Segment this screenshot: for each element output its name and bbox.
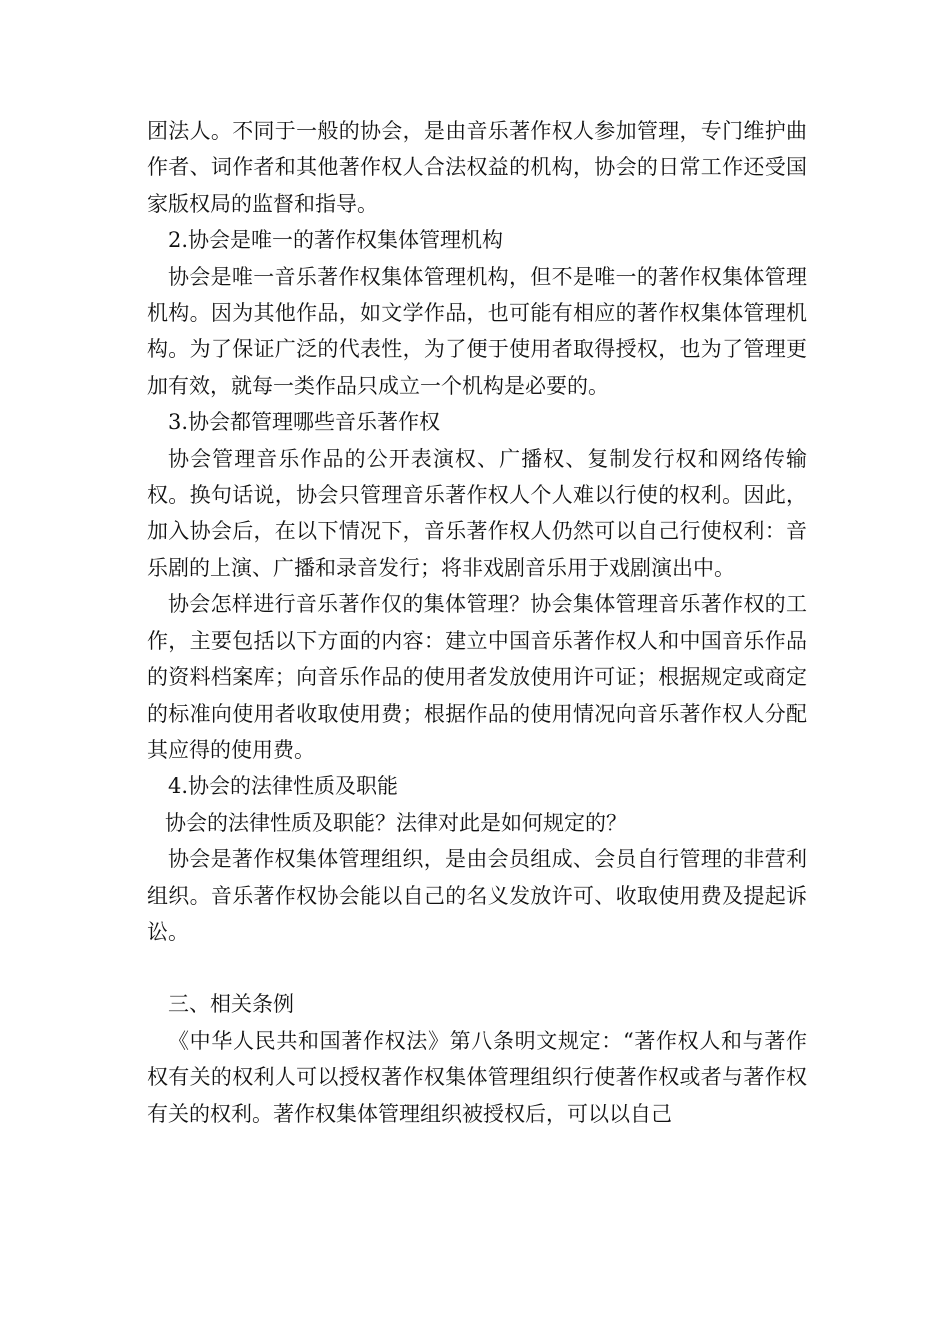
heading-3: 3.协会都管理哪些音乐著作权 — [168, 410, 441, 435]
paragraph-3-management: 协会怎样进行音乐著作仅的集体管理？协会集体管理音乐著作权的工作，主要包括以下方面的内容：建立中国音乐著作权人和中国音乐作品的资料档案库；向音乐作品的使用者发放使用许可证；根据规定或商定的标准向使用者收取使用费；根据作品的使用情况向音乐著作权人分配其应得的使用费。 — [147, 592, 807, 762]
section-heading-regulations: 三、相关条例 — [168, 992, 294, 1017]
paragraph-3-body: 协会管理音乐作品的公开表演权、广播权、复制发行权和网络传输权。换句话说，协会只管理音乐著作权人个人难以行使的权利。因此，加入协会后，在以下情况下，音乐著作权人仍然可以自己行使权利：音乐剧的上演、广播和录音发行；将非戏剧音乐用于戏剧演出中。 — [147, 446, 807, 580]
paragraph-copyright-law: 《中华人民共和国著作权法》第八条明文规定：“著作权人和与著作权有关的权利人可以授权著作权集体管理组织行使著作权或者与著作权有关的权利。著作权集体管理组织被授权后，可以以自己 — [147, 1028, 807, 1126]
paragraph-2-body: 协会是唯一音乐著作权集体管理机构，但不是唯一的著作权集体管理机构。因为其他作品，如文学作品，也可能有相应的著作权集体管理机构。为了保证广泛的代表性，为了便于使用者取得授权，也为了管理更加有效，就每一类作品只成立一个机构是必要的。 — [147, 264, 807, 398]
heading-4: 4.协会的法律性质及职能 — [168, 774, 399, 799]
heading-2: 2.协会是唯一的著作权集体管理机构 — [168, 228, 504, 253]
paragraph-continuation: 团法人。不同于一般的协会，是由音乐著作权人参加管理，专门维护曲作者、词作者和其他著作权人合法权益的机构，协会的日常工作还受国家版权局的监督和指导。 — [147, 119, 807, 216]
paragraph-4-question: 协会的法律性质及职能？法律对此是如何规定的？ — [165, 810, 627, 835]
document-body — [147, 113, 807, 1132]
section-spacer — [147, 950, 807, 986]
paragraph-4-body: 协会是著作权集体管理组织，是由会员组成、会员自行管理的非营利组织。音乐著作权协会能以自己的名义发放许可、收取使用费及提起诉讼。 — [147, 847, 807, 944]
